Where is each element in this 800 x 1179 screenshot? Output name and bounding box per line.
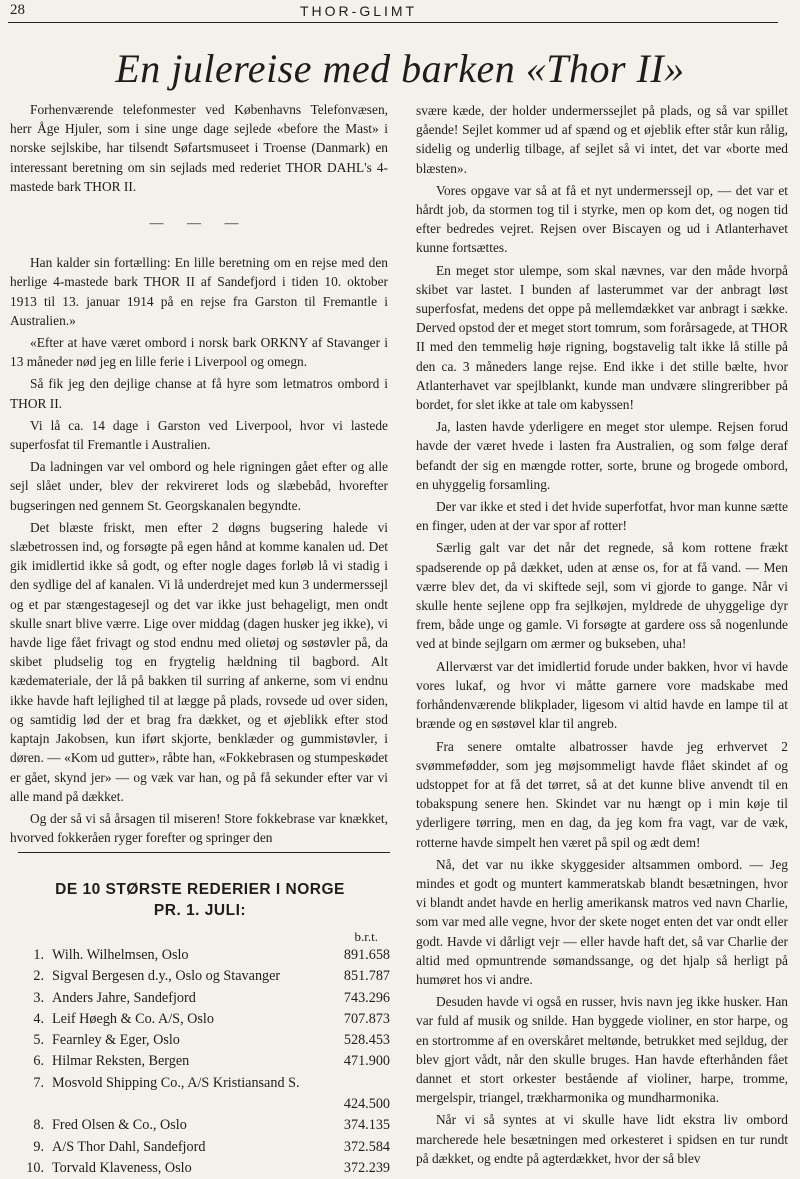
company-name: Fearnley & Eger, Oslo (52, 1032, 180, 1049)
tonnage: 851.787 (343, 968, 390, 985)
tonnage: 471.900 (343, 1053, 390, 1070)
company-name: A/S Thor Dahl, Sandefjord (52, 1138, 206, 1155)
company-name: Leif Høegh & Co. A/S, Oslo (52, 1010, 214, 1027)
paragraph: Allerværst var det imidlertid forude under bakken, hvor vi havde vores lukaf, og hvor vi måtte garnere vore madskabe med forhåndenværende blikplader, ligesom vi altid havde en lampe til at brænde og en søstøvel klar til angreb. (416, 658, 788, 732)
right-paragraphs (416, 181, 788, 1168)
list-item (10, 1051, 390, 1072)
paragraph: Vi lå ca. 14 dage i Garston ved Liverpool, hvor vi lastede superfosfat til Fremantle i Australien. (10, 417, 388, 453)
article-title: En julereise med barken «Thor II» (115, 46, 685, 91)
right-continuation: svære kæde, der holder undermerssejlet på plads, og så var spillet gående! Sejlet kommer ud af spænd og et øjeblik efter står kun rålig, sidelig og underlig tilbage, af sejlet så vi intet, det var «borte med blæsten». (416, 103, 788, 176)
paragraph: En meget stor ulempe, som skal nævnes, var den måde hvorpå skibet var lastet. I bunden af lasterummet var der anbragt løst superfosfat, medens det oppe på mellemdækket var anbragt i sække. Derved opstod der et meget stort tomrum, som forårsagede, at THOR II med den temmelig høje rigning, bogstavelig talt ikke lå stille på den ca. 3 måneders lange rejse. End ikke i det stille bælte, hvor Atlanterhavet var spejlblankt, kunde man undvære slingreribber på bordet, for slet ikke at tale om kabyssen! (416, 262, 788, 413)
company-name: Hilmar Reksten, Bergen (52, 1053, 190, 1070)
list-item (10, 1158, 390, 1179)
paragraph: Da ladningen var vel ombord og hele rigningen gået efter og alle sejl slået under, blev der rekvireret lods og slæbebåd, hvorefter bugseringen ned gennem St. Georgskanalen begyndte. (10, 459, 388, 513)
box-rule (18, 852, 390, 853)
paragraph: Det blæste friskt, men efter 2 døgns bugsering halede vi slæbetrossen ind, og forsøgte på egen hånd at komme kanalen ud. Det gik imidlertid ikke så godt, og efter nogle dages forløb lå vi stadig i den sydlige del af kanalen. Vi lå underdrejet med kun 3 undermerssejl og et par stængestagesejl og det var ikke just behageligt, men ondt skulle snart blive værre. Lige over middag (dagen husker jeg ikke), vi havde lige fået frivagt og stod endnu med olietøj og søstøvler på, da skibet pludselig tog en frygtelig hældning til bagbord. Alt kædemateriale, der lå på bakken til surring af ankerne, som vi endnu ikke havde haft lejlighed til at lægge på plads, rovsede ud over siden, og samtidig lød der et brag fra dækket, og et øjeblikk efter stod kaptajn Jakobsen, kun iført skjorte, benklæder og gummistøvler, i døren. — «Kom ud gutter», råbte han, «Fokkebrasen og stumpeskødet er gået, skynd jer» — og væk var han, og på få sekunder efter var vi alle mand på dækket. (10, 519, 388, 804)
tonnage: 891.658 (343, 947, 390, 963)
header-rule (8, 22, 778, 23)
tonnage: 372.584 (343, 1138, 390, 1155)
box-title (10, 879, 390, 921)
company-name: Sigval Bergesen d.y., Oslo og Stavanger (52, 968, 281, 985)
list-item (10, 1009, 390, 1030)
company-name: Fred Olsen & Co., Oslo (52, 1117, 187, 1134)
section-separator: — — — (149, 216, 249, 232)
tonnage: 743.296 (343, 989, 390, 1006)
rank: 1. (33, 947, 44, 963)
unit-label: b.r.t. (354, 929, 378, 944)
company-name: Torvald Klaveness, Oslo (52, 1159, 192, 1176)
right-column (416, 101, 788, 1171)
list-item (10, 1073, 390, 1116)
list-item (10, 966, 390, 987)
paragraph: Særlig galt var det når det regnede, så kom rottene frækt spadserende op på dækket, uden at ænse os, for at få vand. — Men værre blev det, da vi skiftede sejl, som vi gjorde to gange. Når vi skulle hente sejlene opp fra sejlkøjen, myldrede de uhyggelige dyr frem, både unge og gamle. Vi forsøgte at gardere oss så nogenlunde ved at binde sejlgarn om ærmer og bukseben, uha! (416, 540, 788, 652)
list-item (10, 1115, 390, 1136)
tonnage: 424.500 (343, 1096, 390, 1113)
running-title: THOR-GLIMT (300, 3, 418, 19)
paragraph: Han kalder sin fortælling: En lille beretning om en rejse med den herlige 4-mastede bark THOR II af Sandefjord i tiden 10. oktober 1913 til 13. januar 1914 på en rejse fra Garston til Fremantle i Australien.» (10, 255, 388, 328)
rank: 9. (33, 1138, 44, 1155)
tonnage: 372.239 (343, 1159, 390, 1176)
rank: 10. (26, 1159, 44, 1176)
article-intro: Forhenværende telefonmester ved Københavns Telefonvæsen, herr Åge Hjuler, som i sine unge dage sejlede «before the Mast» i norske sejlskibe, har tilsendt Søfartsmuseet i Troense (Danmark) en interessant beretning om sin sejlads med rederiet THOR DAHL's 4-mastede bark THOR II. (10, 102, 388, 194)
paragraph: «Efter at have været ombord i norsk bark ORKNY af Stavanger i 13 måneder nød jeg en lille ferie i Liverpool og omegn. (10, 335, 388, 370)
rank: 2. (33, 968, 44, 985)
paragraph: Der var ikke et sted i det hvide superfotfat, hvor man kunne sætte en finger, uden at der var spor af rotter! (416, 499, 788, 534)
left-paragraphs (10, 253, 388, 847)
paragraph: Nå, det var nu ikke skyggesider altsammen ombord. — Jeg mindes et godt og muntert kammeratskab blandt besætningen, hvor vi blandt andet havde en herlig amerikansk matros ved navn Charlie, som var med alle vegne, hvor der skete noget enten det var ondt eller godt. Havde vi dårligt vejr — eller havde haft det, så var Charlie der altid med opmuntrende sømandssange, og det hjalp så herligt på humøret hos vi andre. (416, 856, 788, 987)
box-title-line1: DE 10 STØRSTE REDERIER I NORGE (55, 881, 345, 898)
tonnage: 707.873 (343, 1010, 390, 1027)
list-item (10, 945, 390, 966)
company-name: Anders Jahre, Sandefjord (52, 989, 196, 1006)
page-number: 28 (10, 2, 25, 18)
paragraph: Så fik jeg den dejlige chanse at få hyre som letmatros ombord i THOR II. (10, 376, 388, 411)
shipowners-box (10, 852, 390, 1179)
rank: 7. (33, 1074, 44, 1091)
tonnage: 374.135 (343, 1117, 390, 1134)
box-title-line2: PR. 1. JULI: (153, 902, 247, 919)
rank: 3. (33, 989, 44, 1006)
list-item (10, 988, 390, 1009)
tonnage: 528.453 (343, 1032, 390, 1049)
page-header (0, 0, 800, 26)
left-column (10, 100, 388, 850)
list-item (10, 1137, 390, 1158)
company-name: Wilh. Wilhelmsen, Oslo (52, 947, 189, 963)
shipowners-list (10, 945, 390, 1179)
rank: 5. (33, 1032, 44, 1049)
rank: 6. (33, 1053, 44, 1070)
paragraph: Desuden havde vi også en russer, hvis navn jeg ikke husker. Han var fuld af musik og snilde. Han byggede violiner, en stor harpe, og en stortromme af en overskåret meltønde, betrukket med sejldug, der blev gjort vådt, når den skulle bruges. Han havde efterhånden fået dannet et stort orkester bestående af violiner, harpe, tromme, mergelspir, triangel, trækharmonika og mundharmonika. (416, 994, 788, 1106)
paragraph: Vores opgave var så at få et nyt undermerssejl op, — det var et hårdt job, da stormen tog til i styrke, men op kom det, og nogen tid efter bedredes vejret. Rejsen over Biscayen og ud i Atlanterhavet kunne fortsættes. (416, 182, 788, 256)
rank: 4. (33, 1010, 44, 1027)
paragraph: Og der så vi så årsagen til miseren! Store fokkebrase var knækket, hvorved fokkeråen ryger forefter og springer den (10, 810, 388, 846)
rank: 8. (33, 1117, 44, 1134)
paragraph: Når vi så syntes at vi skulle have lidt ekstra liv ombord marcherede hele besætningen med orkesteret i spidsen en tur rundt på dækket, og endte på agterdækket, hvor der så blev (416, 1112, 788, 1166)
list-item (10, 1030, 390, 1051)
paragraph: Fra senere omtalte albatrosser havde jeg erhvervet 2 svømmefødder, som jeg møjsommeligt havde flået skindet af og udstoppet for at få det tørret, så at det kunne blive anvendt til en tobakspung senere hen. Skindet var nu hængt op i min køje til yderligere tørring, men en dag, da jeg kom fra vagt, var de væk, rotterne havde simpelt hen været på spil og ædt dem! (416, 738, 788, 850)
company-name: Mosvold Shipping Co., A/S Kristiansand S. (52, 1074, 300, 1091)
paragraph: Ja, lasten havde yderligere en meget stor ulempe. Rejsen forud havde der været hvede i lasten fra Australien, og som følge deraf befandt der sig en mængde rotter, sorte, brune og brogede ombord, en uhyggelig forsamling. (416, 419, 788, 492)
